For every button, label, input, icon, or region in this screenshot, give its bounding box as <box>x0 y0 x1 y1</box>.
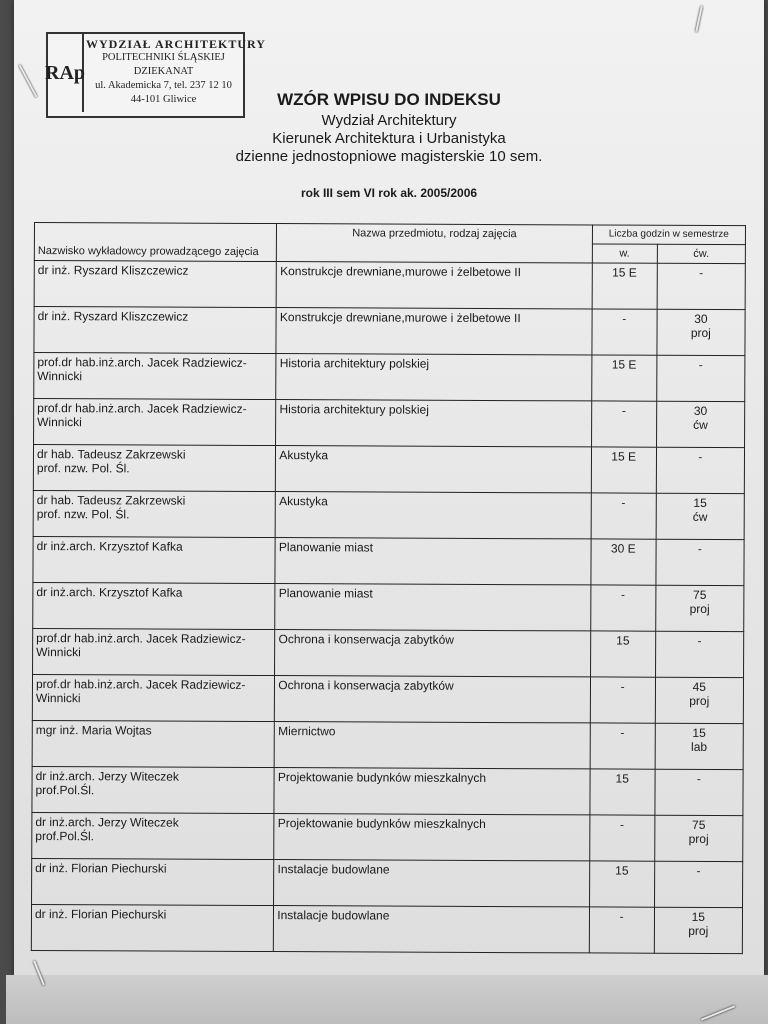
lecturer-cell: dr inż. Ryszard Kliszczewicz <box>34 261 277 308</box>
table-row <box>34 261 745 310</box>
table-row <box>32 720 743 769</box>
exercise-hours-cell: - <box>655 631 744 677</box>
exercise-hours-cell: - <box>657 263 746 309</box>
course-cell: Planowanie miast <box>275 584 591 631</box>
course-cell: Miernictwo <box>274 722 590 769</box>
table-row <box>33 628 744 677</box>
stamp-line: DZIEKANAT <box>133 66 194 77</box>
lecturer-cell: prof.dr hab.inż.arch. Jacek Radziewicz- Winnicki <box>34 399 277 446</box>
exercise-hours-cell: 45 proj <box>655 677 744 723</box>
lecturer-cell: dr inż.arch. Jerzy Witeczek prof.Pol.Śl. <box>32 766 275 813</box>
exercise-hours-cell: 75 proj <box>655 585 744 631</box>
stamp-line: POLITECHNIKI ŚLĄSKIEJ <box>102 52 225 63</box>
lecture-hours-cell: - <box>590 677 655 723</box>
header-lectures: w. <box>592 244 657 263</box>
table-row <box>32 858 743 907</box>
lecturer-cell: dr inż.arch. Jerzy Witeczek prof.Pol.Śl. <box>32 812 275 859</box>
lecturer-cell: dr inż. Florian Piechurski <box>32 858 275 905</box>
table-row <box>32 812 743 861</box>
exercise-hours-cell: - <box>656 447 745 493</box>
faculty-line: Wydział Architektury <box>321 112 457 129</box>
table-body <box>31 261 745 954</box>
exercise-hours-cell: - <box>654 861 743 907</box>
header-hours: Liczba godzin w semestrze <box>592 225 745 245</box>
table-row <box>33 582 744 631</box>
stamp-line: ul. Akademicka 7, tel. 237 12 10 <box>95 80 232 91</box>
stamp-abbreviation: RAp <box>48 34 84 112</box>
course-cell: Ochrona i konserwacja zabytków <box>275 676 591 723</box>
exercise-hours-cell: 75 proj <box>654 815 743 861</box>
lecture-hours-cell: 15 <box>590 631 655 677</box>
sheet-below <box>6 975 768 1024</box>
table-row <box>34 307 745 356</box>
exercise-hours-cell: 30 proj <box>657 309 746 355</box>
lecture-hours-cell: 15 <box>589 861 654 907</box>
stamp-line: WYDZIAŁ ARCHITEKTURY <box>86 37 266 51</box>
exercise-hours-cell: 15 lab <box>655 723 744 769</box>
lecturer-cell: dr inż. Ryszard Kliszczewicz <box>34 307 277 354</box>
table-row <box>33 536 744 585</box>
exercise-hours-cell: - <box>656 355 745 401</box>
course-cell: Planowanie miast <box>275 538 591 585</box>
table-row <box>34 399 745 448</box>
table-row <box>34 353 745 402</box>
lecture-hours-cell: - <box>591 493 656 539</box>
lecturer-cell: prof.dr hab.inż.arch. Jacek Radziewicz- Winnicki <box>34 353 277 400</box>
stamp-line: 44-101 Gliwice <box>130 94 197 105</box>
table-row <box>32 674 743 723</box>
exercise-hours-cell: 30 ćw <box>656 401 745 447</box>
exercise-hours-cell: 15 proj <box>654 907 743 953</box>
lecture-hours-cell: - <box>589 815 654 861</box>
course-cell: Instalacje budowlane <box>274 906 590 953</box>
exercise-hours-cell: - <box>655 769 744 815</box>
course-cell: Projektowanie budynków mieszkalnych <box>274 814 590 861</box>
document-title: WZÓR WPISU DO INDEKSU <box>277 90 501 109</box>
course-cell: Konstrukcje drewniane,murowe i żelbetowe II <box>276 308 592 355</box>
course-cell: Historia architektury polskiej <box>276 354 592 401</box>
study-mode-line: dzienne jednostopniowe magisterskie 10 sem. <box>235 148 543 165</box>
lecturer-cell: prof.dr hab.inż.arch. Jacek Radziewicz- Winnicki <box>33 628 276 675</box>
lecturer-cell: dr inż.arch. Krzysztof Kafka <box>33 582 276 629</box>
lecture-hours-cell: - <box>590 723 655 769</box>
lecturer-cell: mgr inż. Maria Wojtas <box>32 720 275 767</box>
course-cell: Projektowanie budynków mieszkalnych <box>274 768 590 815</box>
lecturer-cell: dr inż. Florian Piechurski <box>31 904 274 951</box>
lecture-hours-cell: - <box>589 907 654 953</box>
lecturer-cell: dr inż.arch. Krzysztof Kafka <box>33 536 276 583</box>
course-cell: Konstrukcje drewniane,murowe i żelbetowe II <box>276 262 592 309</box>
lecturer-cell: dr hab. Tadeusz Zakrzewski prof. nzw. Pol. Śl. <box>33 445 276 492</box>
lecture-hours-cell: - <box>591 401 656 447</box>
field-of-study-line: Kierunek Architektura i Urbanistyka <box>272 130 506 147</box>
header-course: Nazwa przedmiotu, rodzaj zajęcia <box>277 224 592 263</box>
exercise-hours-cell: - <box>656 539 745 585</box>
lecture-hours-cell: - <box>590 585 655 631</box>
lecturer-cell: prof.dr hab.inż.arch. Jacek Radziewicz- Winnicki <box>32 674 275 721</box>
lecture-hours-cell: 15 E <box>591 447 656 493</box>
header-exercises: ćw. <box>657 244 745 263</box>
course-cell: Historia architektury polskiej <box>276 400 592 447</box>
course-cell: Ochrona i konserwacja zabytków <box>275 630 591 677</box>
lecture-hours-cell: 15 E <box>591 355 656 401</box>
lecturer-cell: dr hab. Tadeusz Zakrzewski prof. nzw. Pol. Śl. <box>33 490 276 537</box>
lecture-hours-cell: - <box>592 309 657 355</box>
table-row <box>32 766 743 815</box>
exercise-hours-cell: 15 ćw <box>656 493 745 539</box>
lecture-hours-cell: 15 <box>590 769 655 815</box>
lecture-hours-cell: 15 E <box>592 263 657 309</box>
table-row <box>33 445 744 494</box>
course-cell: Instalacje budowlane <box>274 860 590 907</box>
header-lecturer: Nazwisko wykładowcy prowadzącego zajęcia <box>34 223 277 262</box>
table-row <box>31 904 742 953</box>
table-row <box>33 490 744 539</box>
course-table <box>31 222 746 954</box>
semester-line: rok III sem VI rok ak. 2005/2006 <box>300 186 478 200</box>
course-cell: Akustyka <box>276 446 592 493</box>
course-cell: Akustyka <box>275 492 591 539</box>
lecture-hours-cell: 30 E <box>591 539 656 585</box>
